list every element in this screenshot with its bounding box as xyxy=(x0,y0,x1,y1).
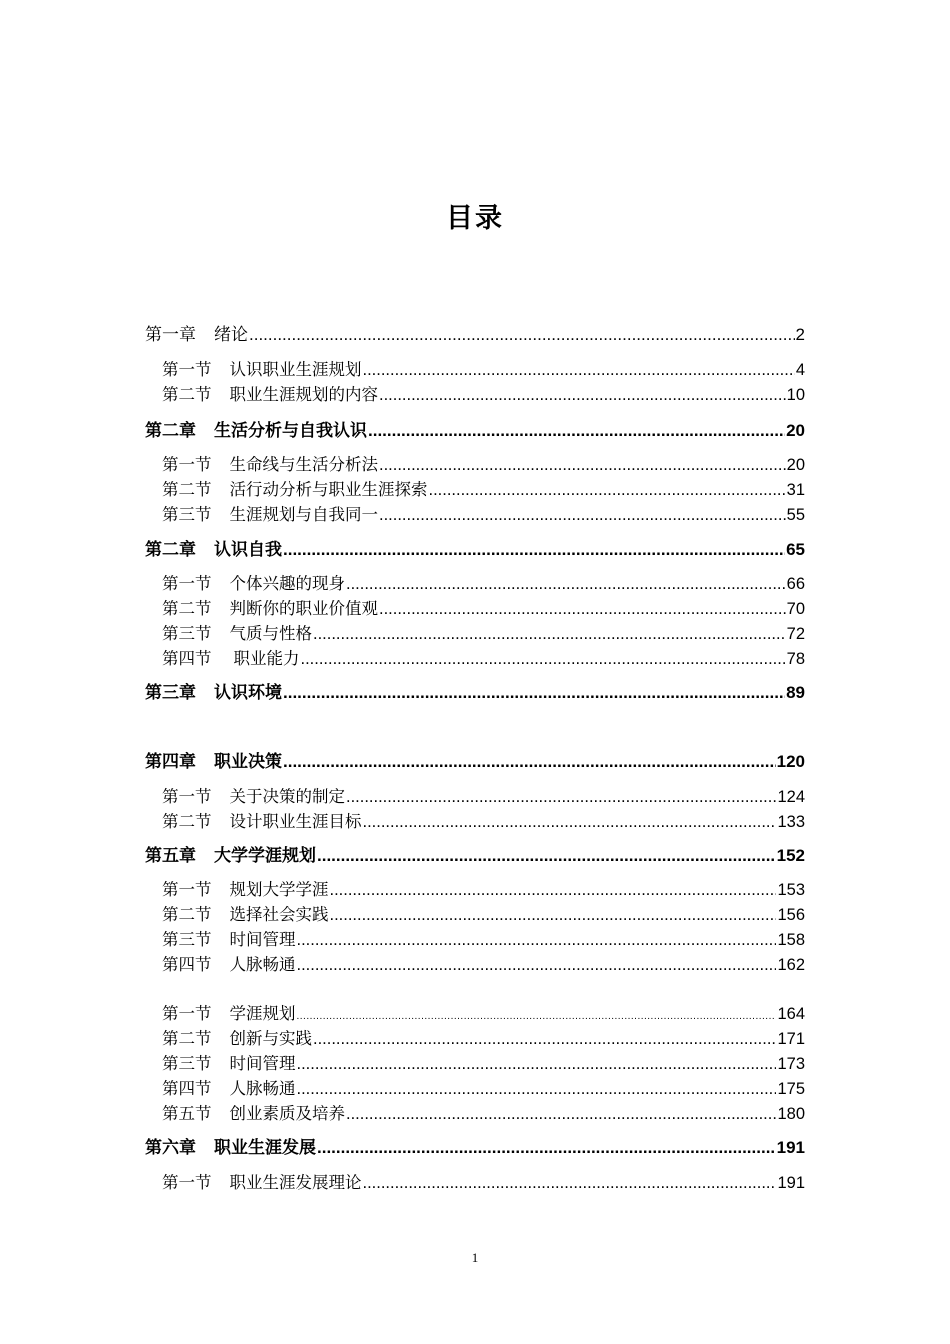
toc-entry-number: 第一节 xyxy=(162,880,212,899)
toc-entry-label: 规划大学学涯 xyxy=(229,880,329,899)
toc-dot-leader xyxy=(379,598,786,620)
toc-entry-label: 认识环境 xyxy=(214,683,282,703)
toc-section-entry[interactable] xyxy=(162,904,805,926)
toc-entry-number: 第二章 xyxy=(145,540,196,560)
toc-entry-page: 156 xyxy=(777,906,805,924)
toc-entry-page: 2 xyxy=(795,325,805,344)
toc-entry-label: 职业能力 xyxy=(233,649,300,668)
toc-chapter-entry[interactable] xyxy=(145,845,805,867)
toc-entry-number: 第四节 xyxy=(162,955,212,974)
toc-entry-page: 180 xyxy=(777,1105,805,1123)
toc-section-entry[interactable] xyxy=(162,598,805,620)
toc-entry-number: 第二章 xyxy=(145,421,196,441)
toc-entry-page: 72 xyxy=(786,625,805,643)
toc-entry-page: 20 xyxy=(786,456,805,474)
toc-entry-number: 第四章 xyxy=(145,752,196,772)
toc-entry-label: 职业生涯发展 xyxy=(214,1138,316,1158)
toc-entry-page: 89 xyxy=(786,683,805,702)
toc-entry-page: 191 xyxy=(777,1174,805,1192)
toc-entry-page: 164 xyxy=(777,1005,805,1023)
toc-section-entry[interactable] xyxy=(162,1103,805,1125)
toc-dot-leader xyxy=(297,929,777,951)
toc-section-entry[interactable] xyxy=(162,648,805,670)
toc-entry-number: 第四节 xyxy=(162,649,212,668)
toc-entry-number: 第一节 xyxy=(162,1173,212,1192)
toc-section-entry[interactable] xyxy=(162,929,805,951)
toc-section-entry[interactable] xyxy=(162,573,805,595)
toc-entry-label: 职业生涯发展理论 xyxy=(229,1173,362,1192)
toc-dot-leader xyxy=(283,682,785,704)
toc-entry-label: 生活分析与自我认识 xyxy=(214,421,367,441)
toc-dot-leader xyxy=(317,1137,776,1159)
toc-dot-leader xyxy=(346,786,776,808)
toc-entry-label: 活行动分析与职业生涯探索 xyxy=(229,480,428,499)
toc-section-entry[interactable] xyxy=(162,504,805,526)
toc-section-entry[interactable] xyxy=(162,479,805,501)
toc-entry-label: 绪论 xyxy=(214,325,248,345)
toc-entry-number: 第一节 xyxy=(162,360,212,379)
toc-entry-page: 4 xyxy=(795,361,805,379)
toc-dot-leader xyxy=(297,1053,777,1075)
toc-chapter-entry[interactable] xyxy=(145,324,805,346)
toc-dot-leader xyxy=(297,1006,777,1028)
toc-entry-label: 时间管理 xyxy=(229,930,296,949)
toc-entry-label: 学涯规划 xyxy=(229,1004,296,1023)
toc-chapter-entry[interactable] xyxy=(145,682,805,704)
toc-entry-number: 第一节 xyxy=(162,787,212,806)
toc-entry-page: 158 xyxy=(777,931,805,949)
toc-entry-label: 设计职业生涯目标 xyxy=(229,812,362,831)
toc-entry-page: 191 xyxy=(776,1138,805,1157)
toc-dot-leader xyxy=(346,573,786,595)
toc-entry-number: 第一节 xyxy=(162,574,212,593)
toc-entry-page: 153 xyxy=(777,881,805,899)
toc-dot-leader xyxy=(249,324,795,346)
toc-entry-label: 时间管理 xyxy=(229,1054,296,1073)
toc-entry-page: 171 xyxy=(777,1030,805,1048)
toc-section-entry[interactable] xyxy=(162,1028,805,1050)
toc-section-entry[interactable] xyxy=(162,954,805,976)
toc-dot-leader xyxy=(363,811,777,833)
toc-entry-label: 创新与实践 xyxy=(229,1029,312,1048)
toc-dot-leader xyxy=(297,1078,777,1100)
toc-dot-leader xyxy=(283,539,785,561)
toc-entry-page: 70 xyxy=(786,600,805,618)
toc-entry-number: 第一章 xyxy=(145,325,196,345)
toc-entry-label: 判断你的职业价值观 xyxy=(229,599,378,618)
toc-entry-page: 78 xyxy=(786,650,805,668)
toc-entry-number: 第二节 xyxy=(162,599,212,618)
toc-entry-number: 第二节 xyxy=(162,480,212,499)
toc-entry-number: 第三节 xyxy=(162,505,212,524)
toc-entry-page: 66 xyxy=(786,575,805,593)
toc-section-entry[interactable] xyxy=(162,1003,805,1025)
toc-dot-leader xyxy=(297,954,777,976)
toc-section-entry[interactable] xyxy=(162,811,805,833)
toc-entry-number: 第二节 xyxy=(162,812,212,831)
toc-chapter-entry[interactable] xyxy=(145,539,805,561)
toc-entry-number: 第三节 xyxy=(162,624,212,643)
toc-section-entry[interactable] xyxy=(162,359,805,381)
toc-entry-page: 133 xyxy=(777,813,805,831)
toc-section-entry[interactable] xyxy=(162,384,805,406)
toc-dot-leader xyxy=(313,1028,776,1050)
toc-dot-leader xyxy=(330,904,777,926)
toc-entry-label: 职业生涯规划的内容 xyxy=(229,385,378,404)
toc-entry-number: 第二节 xyxy=(162,905,212,924)
toc-entry-number: 第三章 xyxy=(145,683,196,703)
toc-title: 目录 xyxy=(446,203,504,234)
toc-entry-number: 第三节 xyxy=(162,1054,212,1073)
toc-entry-page: 124 xyxy=(777,788,805,806)
toc-entry-label: 关于决策的制定 xyxy=(229,787,345,806)
toc-entry-label: 大学学涯规划 xyxy=(214,846,316,866)
toc-entry-label: 认识职业生涯规划 xyxy=(229,360,362,379)
toc-entry-number: 第五节 xyxy=(162,1104,212,1123)
toc-entry-label: 生命线与生活分析法 xyxy=(229,455,378,474)
toc-dot-leader xyxy=(317,845,776,867)
toc-entry-number: 第一节 xyxy=(162,1004,212,1023)
toc-section-entry[interactable] xyxy=(162,1078,805,1100)
toc-chapter-entry[interactable] xyxy=(145,1137,805,1159)
toc-dot-leader xyxy=(346,1103,776,1125)
toc-dot-leader xyxy=(301,648,786,670)
toc-dot-leader xyxy=(379,384,786,406)
toc-entry-page: 55 xyxy=(786,506,805,524)
toc-entry-number: 第五章 xyxy=(145,846,196,866)
toc-section-entry[interactable] xyxy=(162,454,805,476)
toc-dot-leader xyxy=(313,623,786,645)
toc-dot-leader xyxy=(429,479,786,501)
page-number: 1 xyxy=(471,1250,479,1265)
toc-entry-page: 20 xyxy=(786,421,805,440)
toc-entry-label: 个体兴趣的现身 xyxy=(229,574,345,593)
toc-entry-page: 10 xyxy=(786,386,805,404)
toc-entry-label: 职业决策 xyxy=(214,752,282,772)
toc-dot-leader xyxy=(368,420,785,442)
toc-dot-leader xyxy=(330,879,777,901)
toc-section-entry[interactable] xyxy=(162,879,805,901)
toc-entry-label: 认识自我 xyxy=(214,540,282,560)
toc-entry-page: 173 xyxy=(777,1055,805,1073)
toc-section-entry[interactable] xyxy=(162,1172,805,1194)
toc-dot-leader xyxy=(379,454,786,476)
toc-dot-leader xyxy=(379,504,786,526)
toc-entry-page: 65 xyxy=(786,540,805,559)
toc-entry-number: 第二节 xyxy=(162,1029,212,1048)
toc-entry-page: 152 xyxy=(776,846,805,865)
toc-entry-number: 第三节 xyxy=(162,930,212,949)
toc-dot-leader xyxy=(283,751,776,773)
toc-entry-number: 第六章 xyxy=(145,1138,196,1158)
toc-dot-leader xyxy=(363,1172,777,1194)
toc-section-entry[interactable] xyxy=(162,623,805,645)
toc-entry-page: 31 xyxy=(786,481,805,499)
toc-entry-page: 162 xyxy=(777,956,805,974)
toc-entry-label: 人脉畅通 xyxy=(229,1079,296,1098)
toc-entry-label: 人脉畅通 xyxy=(229,955,296,974)
toc-entry-number: 第四节 xyxy=(162,1079,212,1098)
toc-entry-label: 气质与性格 xyxy=(229,624,312,643)
toc-entry-label: 创业素质及培养 xyxy=(229,1104,345,1123)
toc-entry-number: 第一节 xyxy=(162,455,212,474)
toc-entry-label: 生涯规划与自我同一 xyxy=(229,505,378,524)
toc-entry-number: 第二节 xyxy=(162,385,212,404)
toc-chapter-entry[interactable] xyxy=(145,420,805,442)
toc-section-entry[interactable] xyxy=(162,786,805,808)
toc-entry-page: 120 xyxy=(776,752,805,771)
toc-entry-label: 选择社会实践 xyxy=(229,905,329,924)
toc-chapter-entry[interactable] xyxy=(145,751,805,773)
toc-dot-leader xyxy=(363,359,795,381)
toc-entry-page: 175 xyxy=(777,1080,805,1098)
toc-section-entry[interactable] xyxy=(162,1053,805,1075)
